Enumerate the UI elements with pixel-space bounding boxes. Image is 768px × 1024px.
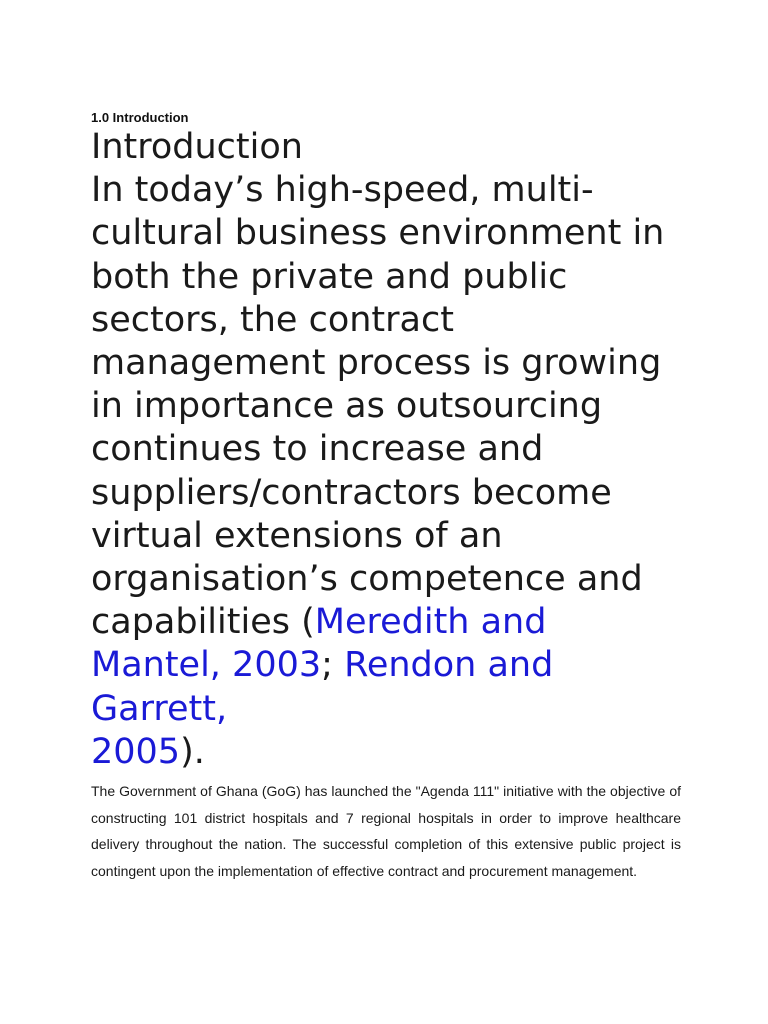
citation-separator: ; — [321, 645, 333, 686]
intro-paragraph-text: In today’s high-speed, multi-cultural business environment in both the private and public sectors, the contract management process is growing in importance as outsourcing continues to increase and suppliers/contractors become virtual extensions of an organisation’s competence and capabilities ( — [91, 170, 665, 643]
citation-link-rendon-garrett-year[interactable]: 2005 — [91, 731, 181, 772]
intro-title: Introduction — [91, 127, 303, 167]
citation-link-rendon-garrett[interactable]: Rendon and Garrett, — [91, 645, 554, 729]
intro-paragraph — [91, 169, 681, 774]
intro-paragraph-closing: ). — [180, 731, 205, 772]
document-page — [91, 109, 681, 884]
section-heading: 1.0 Introduction — [91, 110, 189, 125]
introduction-block — [91, 126, 681, 774]
body-paragraph: The Government of Ghana (GoG) has launched the "Agenda 111" initiative with the objective of constructing 101 district hospitals and 7 regional hospitals in order to improve healthcare delivery throughout the nation. The successful completion of this extensive public project is contingent upon the implementation of effective contract and procurement management. — [91, 783, 681, 879]
citation-link-meredith-mantel[interactable]: Meredith and Mantel, 2003 — [91, 602, 547, 686]
